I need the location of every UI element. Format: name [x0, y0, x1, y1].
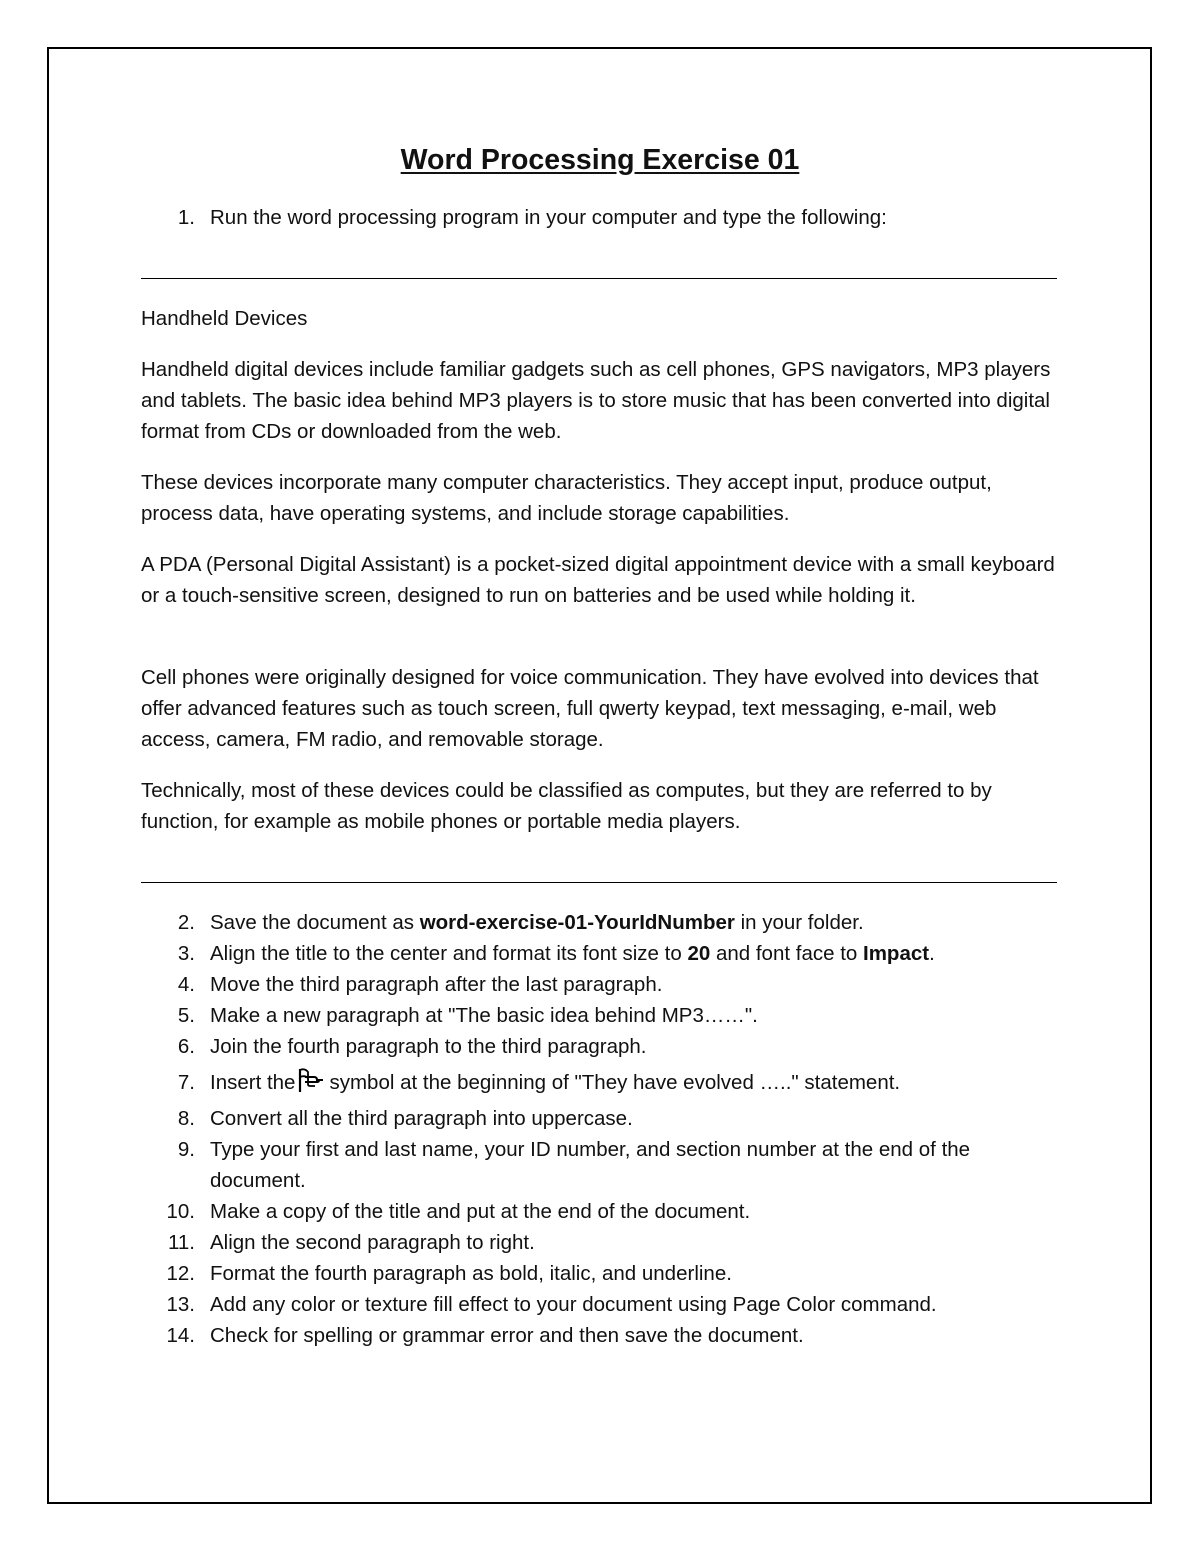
- list-item-12: [145, 1258, 1095, 1289]
- list-item-5: [145, 1000, 1095, 1031]
- list-number: 12.: [166, 1262, 195, 1285]
- list-text: Insert the symbol at the beginning of "They have evolved ….." statement.: [210, 1067, 1060, 1098]
- list-number: 11.: [168, 1231, 195, 1254]
- list-text: Type your first and last name, your ID number, and section number at the end of the document.: [210, 1138, 971, 1192]
- typed-heading: Handheld Devices: [141, 307, 308, 330]
- list-text: Format the fourth paragraph as bold, italic, and underline.: [210, 1262, 732, 1285]
- pointing-flag-icon: [297, 1067, 325, 1093]
- list-text: Add any color or texture fill effect to your document using Page Color command.: [210, 1293, 937, 1316]
- list-text: Make a new paragraph at "The basic idea behind MP3……".: [210, 1004, 758, 1027]
- list-item-11: [145, 1227, 1095, 1258]
- list-item-7: [145, 1067, 1095, 1098]
- typed-paragraph-4: Cell phones were originally designed for voice communication. They have evolved into devices that offer advanced features such as touch screen, full qwerty keypad, text messaging, e-mail, web access, camera, FM radio, and removable storage.: [141, 666, 1039, 751]
- typed-paragraph-1: Handheld digital devices include familiar gadgets such as cell phones, GPS navigators, MP3 players and tablets. The basic idea behind MP3 players is to store music that has been converted into digital format from CDs or downloaded from the web.: [141, 358, 1051, 443]
- bottom-divider: [141, 882, 1057, 883]
- list-text: Align the second paragraph to right.: [210, 1231, 535, 1254]
- list-number: 10.: [166, 1200, 195, 1223]
- list-item-8: [145, 1103, 1095, 1134]
- list-text: Align the title to the center and format its font size to 20 and font face to Impact.: [210, 942, 935, 965]
- list-number: 1.: [177, 206, 195, 229]
- list-number: 4.: [177, 973, 195, 996]
- list-text: Check for spelling or grammar error and then save the document.: [210, 1324, 804, 1347]
- list-number: 8.: [177, 1107, 195, 1130]
- list-item-9: [145, 1134, 1095, 1196]
- list-number: 13.: [166, 1293, 195, 1316]
- typed-paragraph-3: A PDA (Personal Digital Assistant) is a pocket-sized digital appointment device with a small keyboard or a touch-sensitive screen, designed to run on batteries and be used while holding it.: [141, 553, 1055, 607]
- font-size-bold: 20: [687, 942, 711, 965]
- list-number: 6.: [177, 1035, 195, 1058]
- list-number: 5.: [177, 1004, 195, 1027]
- top-divider: [141, 278, 1057, 279]
- list-item-10: [145, 1196, 1095, 1227]
- list-text: Join the fourth paragraph to the third paragraph.: [210, 1035, 647, 1058]
- list-item-3: [145, 938, 1095, 969]
- list-text: Convert all the third paragraph into uppercase.: [210, 1107, 633, 1130]
- list-number: 3.: [177, 942, 195, 965]
- list-item-2: [145, 907, 1095, 938]
- list-number: 14.: [166, 1324, 195, 1347]
- list-item-14: [145, 1320, 1095, 1351]
- list-number: 7.: [177, 1071, 195, 1094]
- font-face-bold: Impact: [863, 942, 930, 965]
- list-text: Move the third paragraph after the last paragraph.: [210, 973, 663, 996]
- list-item-4: [145, 969, 1095, 1000]
- list-text: Run the word processing program in your computer and type the following:: [210, 206, 887, 229]
- list-number: 2.: [177, 911, 195, 934]
- typed-paragraph-5: Technically, most of these devices could be classified as computes, but they are referred to by function, for example as mobile phones or portable media players.: [141, 779, 992, 833]
- document-title: Word Processing Exercise 01: [400, 144, 800, 176]
- filename-bold: word-exercise-01-YourIdNumber: [419, 911, 735, 934]
- list-item-13: [145, 1289, 1095, 1320]
- list-number: 9.: [177, 1138, 195, 1161]
- typed-paragraph-2: These devices incorporate many computer characteristics. They accept input, produce output, process data, have operating systems, and include storage capabilities.: [141, 471, 992, 525]
- list-item-6: [145, 1031, 1095, 1062]
- list-text: Save the document as word-exercise-01-YourIdNumber in your folder.: [210, 911, 864, 934]
- list-text: Make a copy of the title and put at the end of the document.: [210, 1200, 751, 1223]
- list-item-1: [145, 202, 1095, 233]
